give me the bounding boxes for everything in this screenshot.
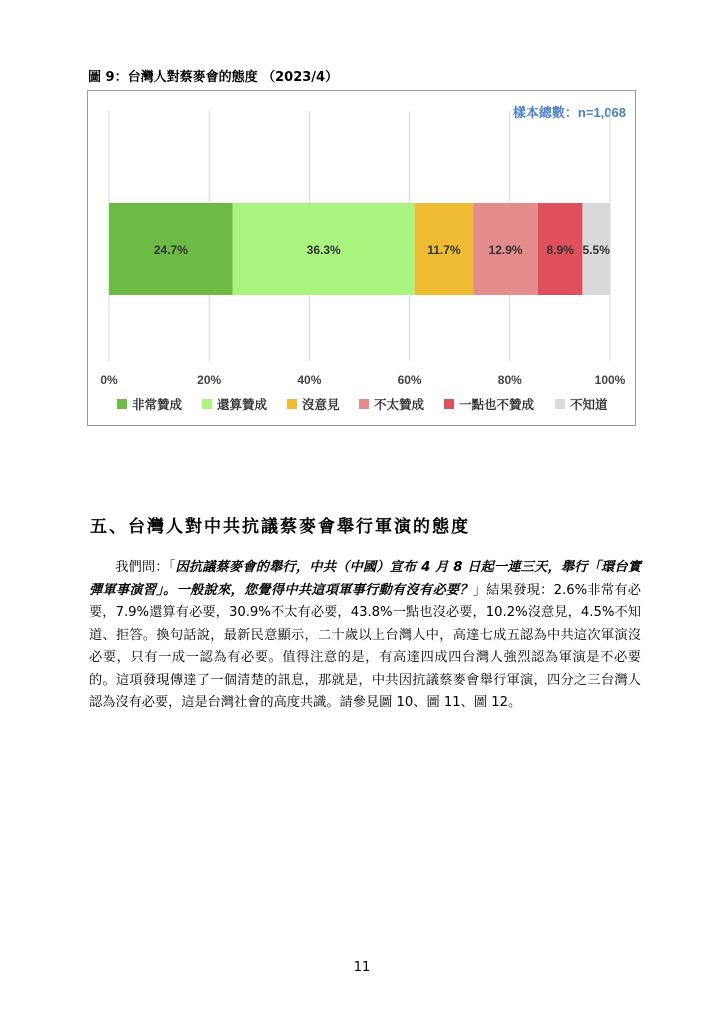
x-tick-label: 0% (100, 373, 118, 387)
legend-swatch (287, 399, 297, 409)
x-tick-label: 80% (497, 373, 522, 387)
data-label: 24.7% (153, 243, 188, 257)
legend-label: 不太贊成 (374, 398, 425, 412)
chart-frame (87, 90, 636, 426)
page-number: 11 (353, 960, 371, 975)
legend-label: 不知道 (570, 398, 608, 412)
legend-swatch (117, 399, 127, 409)
x-tick-label: 100% (594, 373, 626, 387)
figure-title: 圖 9：台灣人對蔡麥會的態度 （2023/4） (88, 70, 339, 85)
legend-label: 還算贊成 (217, 398, 268, 412)
data-label: 5.5% (582, 243, 610, 257)
stacked-bar-chart (88, 91, 635, 425)
x-tick-label: 40% (297, 373, 322, 387)
data-label: 36.3% (306, 243, 341, 257)
paragraph-lead: 我們問：「 (115, 560, 176, 575)
legend-swatch (444, 399, 454, 409)
survey-question: 因抗議蔡麥會的舉行，中共（中國）宣布 4 月 8 日起一連三天，舉行「環台實彈軍事演習」。一般說來，您覺得中共這項軍事行動有沒有必要？ (89, 560, 641, 598)
legend-swatch (202, 399, 212, 409)
x-tick-label: 60% (397, 373, 422, 387)
legend-label: 一點也不贊成 (459, 398, 535, 412)
legend-swatch (359, 399, 369, 409)
data-label: 8.9% (546, 243, 574, 257)
section-heading: 五、台灣人對中共抗議蔡麥會舉行軍演的態度 (90, 517, 470, 537)
data-label: 12.9% (488, 243, 523, 257)
legend-swatch (555, 399, 565, 409)
data-label: 11.7% (427, 243, 461, 257)
legend-label: 非常贊成 (132, 398, 183, 412)
x-tick-label: 20% (197, 373, 222, 387)
body-paragraph (89, 557, 641, 715)
paragraph-rest: 」結果發現：2.6%非常有必要，7.9%還算有必要，30.9%不太有必要，43.8%一點也沒必要，10.2%沒意見，4.5%不知道、拒答。換句話說，最新民意顯示，二十歲以上台灣人中，高達七成五認為中共這次軍演沒必要，只有一成一認為有必要。值得注意的是，有高達四成四台灣人強烈認為軍演是不必要的。這項發現傳達了一個清楚的訊息，那就是，中共因抗議蔡麥會舉行軍演，四分之三台灣人認為沒有必要，這是台灣社會的高度共識。請參見圖 10、圖 11、圖 12。 (89, 582, 641, 710)
legend-label: 沒意見 (302, 398, 340, 412)
sample-size-note: 樣本總數：n=1,068 (512, 105, 626, 120)
